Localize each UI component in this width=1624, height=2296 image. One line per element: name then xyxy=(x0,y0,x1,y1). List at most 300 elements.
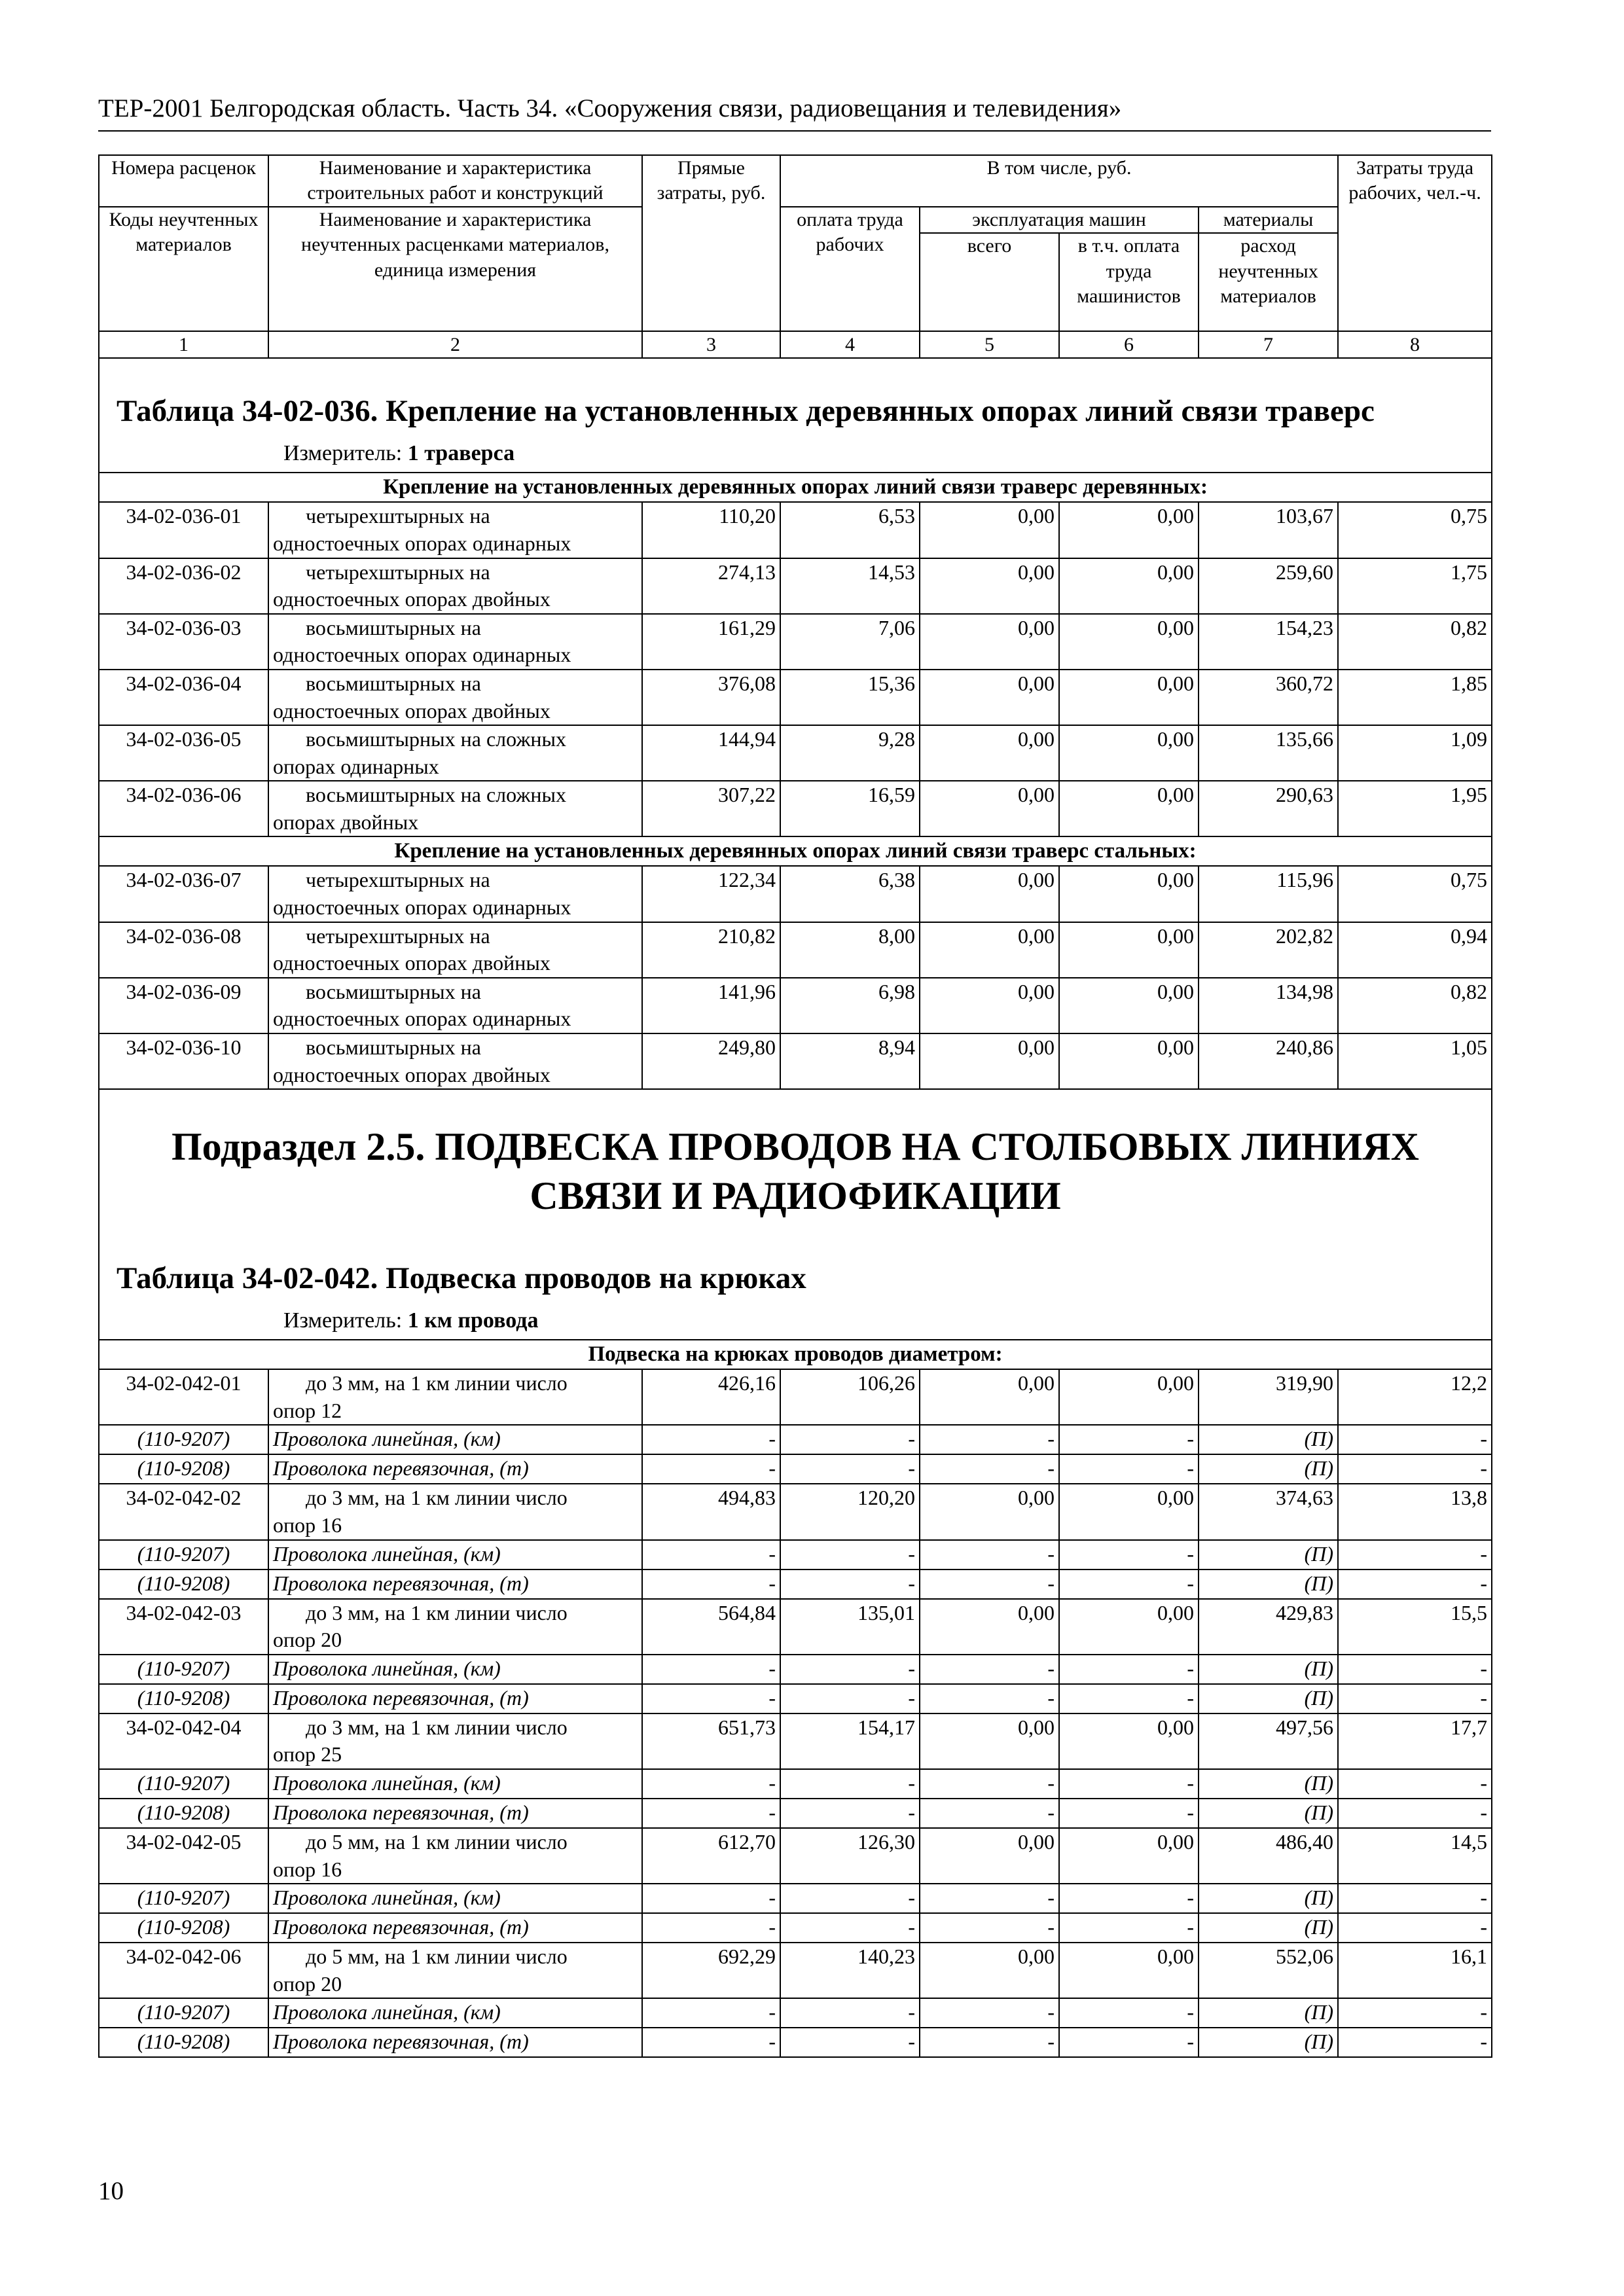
value-cell: - xyxy=(1338,1998,1492,2028)
header-col4: оплата труда рабочих xyxy=(780,207,920,331)
column-number: 7 xyxy=(1199,331,1338,358)
header-col1-top: Номера расценок xyxy=(99,155,268,207)
material-name: Проволока линейная, (км) xyxy=(268,1540,642,1570)
value-cell: - xyxy=(920,1684,1059,1713)
material-code: (110-9208) xyxy=(99,1799,268,1828)
work-description xyxy=(268,502,642,558)
value-cell: 1,05 xyxy=(1338,1033,1492,1089)
material-code: (110-9207) xyxy=(99,1425,268,1454)
value-cell: - xyxy=(780,1425,920,1454)
value-cell: 9,28 xyxy=(780,725,920,781)
table-row xyxy=(99,558,1492,614)
description-line: одностоечных опорах двойных xyxy=(273,587,550,611)
value-cell: 17,7 xyxy=(1338,1713,1492,1769)
value-cell: - xyxy=(780,1913,920,1943)
value-cell: 0,00 xyxy=(920,1484,1059,1539)
description-line: одностоечных опорах двойных xyxy=(273,698,550,723)
value-cell: 0,00 xyxy=(920,1943,1059,1998)
rate-code: 34-02-036-10 xyxy=(99,1033,268,1089)
table-row xyxy=(99,1484,1492,1539)
description-line: до 3 мм, на 1 км линии число xyxy=(306,1486,568,1510)
description-line: до 3 мм, на 1 км линии число xyxy=(306,1715,568,1739)
value-cell: 154,17 xyxy=(780,1713,920,1769)
value-cell: - xyxy=(780,1540,920,1570)
material-code: (110-9207) xyxy=(99,1655,268,1684)
material-row xyxy=(99,1454,1492,1484)
measure-label: Измеритель: xyxy=(283,1308,403,1333)
material-code: (110-9208) xyxy=(99,1454,268,1484)
value-cell: - xyxy=(642,1655,780,1684)
material-unit: (П) xyxy=(1199,1540,1338,1570)
value-cell: 106,26 xyxy=(780,1369,920,1425)
description-line: восьмиштырных на сложных xyxy=(306,727,567,751)
header-materials: материалы xyxy=(1199,207,1338,233)
description-line: одностоечных опорах двойных xyxy=(273,1062,550,1086)
value-cell: - xyxy=(1338,1570,1492,1599)
description-line: одностоечных опорах одинарных xyxy=(273,895,571,919)
value-cell: 0,00 xyxy=(920,670,1059,725)
material-unit: (П) xyxy=(1199,1570,1338,1599)
rate-code: 34-02-042-06 xyxy=(99,1943,268,1998)
value-cell: 0,00 xyxy=(920,502,1059,558)
table1-group2-row xyxy=(99,836,1492,866)
value-cell: - xyxy=(1059,1913,1199,1943)
rate-code: 34-02-042-02 xyxy=(99,1484,268,1539)
value-cell: 651,73 xyxy=(642,1713,780,1769)
description-line: опор 16 xyxy=(273,1857,342,1881)
value-cell: 110,20 xyxy=(642,502,780,558)
value-cell: - xyxy=(780,1655,920,1684)
value-cell: - xyxy=(920,1884,1059,1913)
value-cell: - xyxy=(642,1425,780,1454)
header-col2-top: Наименование и характеристика строительных работ и конструкций xyxy=(268,155,642,207)
value-cell: - xyxy=(780,1998,920,2028)
value-cell: - xyxy=(920,1799,1059,1828)
value-cell: - xyxy=(1059,1540,1199,1570)
value-cell: - xyxy=(920,1540,1059,1570)
value-cell: - xyxy=(1338,1425,1492,1454)
value-cell: 0,94 xyxy=(1338,922,1492,978)
value-cell: - xyxy=(1059,1454,1199,1484)
value-cell: 0,00 xyxy=(1059,1828,1199,1884)
value-cell: 1,75 xyxy=(1338,558,1492,614)
value-cell: 0,00 xyxy=(920,1033,1059,1089)
subsection-line2: СВЯЗИ И РАДИОФИКАЦИИ xyxy=(530,1174,1061,1218)
subsection-row xyxy=(99,1089,1492,1340)
work-description xyxy=(268,922,642,978)
value-cell: 210,82 xyxy=(642,922,780,978)
value-cell: 0,00 xyxy=(920,1599,1059,1655)
rate-code: 34-02-036-03 xyxy=(99,614,268,670)
material-row xyxy=(99,1540,1492,1570)
value-cell: 0,00 xyxy=(920,1369,1059,1425)
material-unit: (П) xyxy=(1199,2028,1338,2057)
value-cell: - xyxy=(642,1913,780,1943)
value-cell: 202,82 xyxy=(1199,922,1338,978)
value-cell: - xyxy=(1059,1684,1199,1713)
table1-measure xyxy=(103,431,1487,472)
table-row xyxy=(99,725,1492,781)
value-cell: 161,29 xyxy=(642,614,780,670)
value-cell: - xyxy=(642,1884,780,1913)
running-header: ТЕР-2001 Белгородская область. Часть 34. «Сооружения связи, радиовещания и телевидения» xyxy=(98,94,1122,122)
description-line: восьмиштырных на сложных xyxy=(306,783,567,807)
value-cell: 8,94 xyxy=(780,1033,920,1089)
header-col8: Затраты труда рабочих, чел.-ч. xyxy=(1338,155,1492,331)
value-cell: - xyxy=(1338,1684,1492,1713)
table1-group1-row xyxy=(99,473,1492,502)
value-cell: 6,53 xyxy=(780,502,920,558)
value-cell: 290,63 xyxy=(1199,781,1338,836)
table-row xyxy=(99,1943,1492,1998)
table1-title-row xyxy=(99,358,1492,473)
material-row xyxy=(99,2028,1492,2057)
header-col7: расход неучтенных материалов xyxy=(1199,233,1338,331)
description-line: восьмиштырных на xyxy=(306,671,481,695)
rate-code: 34-02-042-01 xyxy=(99,1369,268,1425)
rate-code: 34-02-036-02 xyxy=(99,558,268,614)
value-cell: - xyxy=(642,1540,780,1570)
value-cell: 103,67 xyxy=(1199,502,1338,558)
work-description xyxy=(268,978,642,1033)
value-cell: - xyxy=(642,1799,780,1828)
material-row xyxy=(99,1425,1492,1454)
value-cell: 15,36 xyxy=(780,670,920,725)
rate-code: 34-02-036-01 xyxy=(99,502,268,558)
value-cell: 0,00 xyxy=(920,1713,1059,1769)
value-cell: - xyxy=(920,1655,1059,1684)
value-cell: - xyxy=(1338,2028,1492,2057)
table-row xyxy=(99,614,1492,670)
value-cell: - xyxy=(780,1570,920,1599)
material-name: Проволока перевязочная, (т) xyxy=(268,1684,642,1713)
material-name: Проволока перевязочная, (т) xyxy=(268,1913,642,1943)
material-unit: (П) xyxy=(1199,1884,1338,1913)
value-cell: - xyxy=(1059,1998,1199,2028)
value-cell: 144,94 xyxy=(642,725,780,781)
value-cell: 6,38 xyxy=(780,866,920,922)
value-cell: 249,80 xyxy=(642,1033,780,1089)
description-line: до 5 мм, на 1 км линии число xyxy=(306,1830,568,1854)
value-cell: 1,85 xyxy=(1338,670,1492,725)
group-heading: Крепление на установленных деревянных опорах линий связи траверс стальных: xyxy=(99,836,1492,866)
work-description xyxy=(268,670,642,725)
material-code: (110-9208) xyxy=(99,1570,268,1599)
subsection-cell xyxy=(99,1089,1492,1340)
value-cell: 0,00 xyxy=(1059,1713,1199,1769)
value-cell: 140,23 xyxy=(780,1943,920,1998)
value-cell: - xyxy=(1338,1769,1492,1799)
value-cell: 126,30 xyxy=(780,1828,920,1884)
header-col5: всего xyxy=(920,233,1059,331)
value-cell: - xyxy=(1338,1454,1492,1484)
value-cell: 154,23 xyxy=(1199,614,1338,670)
material-code: (110-9207) xyxy=(99,1540,268,1570)
value-cell: 259,60 xyxy=(1199,558,1338,614)
value-cell: - xyxy=(1059,1425,1199,1454)
material-unit: (П) xyxy=(1199,1913,1338,1943)
value-cell: 16,1 xyxy=(1338,1943,1492,1998)
rate-code: 34-02-036-06 xyxy=(99,781,268,836)
rate-code: 34-02-036-04 xyxy=(99,670,268,725)
value-cell: 0,00 xyxy=(920,1828,1059,1884)
material-unit: (П) xyxy=(1199,1425,1338,1454)
header-rule xyxy=(98,130,1491,132)
value-cell: 134,98 xyxy=(1199,978,1338,1033)
value-cell: 376,08 xyxy=(642,670,780,725)
description-line: восьмиштырных на xyxy=(306,1035,481,1059)
description-line: четырехштырных на xyxy=(306,560,490,584)
value-cell: - xyxy=(1338,1540,1492,1570)
value-cell: - xyxy=(1059,1799,1199,1828)
value-cell: 612,70 xyxy=(642,1828,780,1884)
material-name: Проволока линейная, (км) xyxy=(268,1998,642,2028)
value-cell: 122,34 xyxy=(642,866,780,922)
value-cell: - xyxy=(780,1884,920,1913)
column-number: 5 xyxy=(920,331,1059,358)
table1-title: Таблица 34-02-036. Крепление на установленных деревянных опорах линий связи траверс xyxy=(117,394,1375,429)
value-cell: 0,00 xyxy=(1059,558,1199,614)
header-col1-bottom: Коды неучтенных материалов xyxy=(99,207,268,331)
material-name: Проволока линейная, (км) xyxy=(268,1425,642,1454)
value-cell: - xyxy=(780,1769,920,1799)
value-cell: 360,72 xyxy=(1199,670,1338,725)
group-heading: Подвеска на крюках проводов диаметром: xyxy=(99,1340,1492,1369)
column-number: 1 xyxy=(99,331,268,358)
material-row xyxy=(99,1655,1492,1684)
subsection-line1: Подраздел 2.5. ПОДВЕСКА ПРОВОДОВ НА СТОЛБОВЫХ ЛИНИЯХ xyxy=(171,1125,1420,1169)
value-cell: - xyxy=(780,1684,920,1713)
material-row xyxy=(99,1570,1492,1599)
material-unit: (П) xyxy=(1199,1454,1338,1484)
description-line: одностоечных опорах одинарных xyxy=(273,1007,571,1031)
value-cell: 7,06 xyxy=(780,614,920,670)
table-row xyxy=(99,978,1492,1033)
work-description xyxy=(268,614,642,670)
description-line: опорах одинарных xyxy=(273,754,439,778)
material-row xyxy=(99,1684,1492,1713)
table1-title-cell xyxy=(99,358,1492,473)
value-cell: 15,5 xyxy=(1338,1599,1492,1655)
material-row xyxy=(99,1769,1492,1799)
table-header-row-2 xyxy=(99,207,1492,233)
value-cell: - xyxy=(1059,1769,1199,1799)
header-col6: в т.ч. оплата труда машинистов xyxy=(1059,233,1199,331)
table-header-row-1 xyxy=(99,155,1492,207)
value-cell: - xyxy=(642,1684,780,1713)
material-unit: (П) xyxy=(1199,1655,1338,1684)
value-cell: 692,29 xyxy=(642,1943,780,1998)
material-unit: (П) xyxy=(1199,1769,1338,1799)
value-cell: 6,98 xyxy=(780,978,920,1033)
rate-code: 34-02-036-05 xyxy=(99,725,268,781)
description-line: одностоечных опорах двойных xyxy=(273,951,550,975)
material-unit: (П) xyxy=(1199,1998,1338,2028)
value-cell: - xyxy=(642,1769,780,1799)
value-cell: 0,00 xyxy=(1059,1484,1199,1539)
value-cell: 0,00 xyxy=(920,725,1059,781)
material-code: (110-9208) xyxy=(99,1913,268,1943)
table2-title: Таблица 34-02-042. Подвеска проводов на крюках xyxy=(117,1261,806,1296)
material-code: (110-9207) xyxy=(99,1769,268,1799)
value-cell: - xyxy=(1059,1655,1199,1684)
work-description xyxy=(268,1033,642,1089)
work-description xyxy=(268,781,642,836)
value-cell: 141,96 xyxy=(642,978,780,1033)
value-cell: 0,00 xyxy=(1059,1033,1199,1089)
material-name: Проволока перевязочная, (т) xyxy=(268,1799,642,1828)
table2-group1-row xyxy=(99,1340,1492,1369)
value-cell: 0,00 xyxy=(1059,781,1199,836)
description-line: до 5 мм, на 1 км линии число xyxy=(306,1945,568,1969)
header-machines: эксплуатация машин xyxy=(920,207,1199,233)
rate-code: 34-02-042-04 xyxy=(99,1713,268,1769)
value-cell: - xyxy=(780,1454,920,1484)
table2-measure xyxy=(103,1299,1487,1339)
value-cell: - xyxy=(642,2028,780,2057)
value-cell: 0,00 xyxy=(1059,1599,1199,1655)
work-description xyxy=(268,725,642,781)
description-line: четырехштырных на xyxy=(306,924,490,948)
material-unit: (П) xyxy=(1199,1684,1338,1713)
description-line: опорах двойных xyxy=(273,810,419,834)
rate-code: 34-02-036-07 xyxy=(99,866,268,922)
value-cell: - xyxy=(1059,2028,1199,2057)
value-cell: 14,5 xyxy=(1338,1828,1492,1884)
material-name: Проволока перевязочная, (т) xyxy=(268,1570,642,1599)
table-row xyxy=(99,866,1492,922)
table-row xyxy=(99,922,1492,978)
value-cell: - xyxy=(920,1998,1059,2028)
measure-value: 1 км провода xyxy=(407,1308,539,1333)
value-cell: 240,86 xyxy=(1199,1033,1338,1089)
measure-label: Измеритель: xyxy=(283,441,403,466)
value-cell: 0,75 xyxy=(1338,502,1492,558)
value-cell: 135,01 xyxy=(780,1599,920,1655)
value-cell: - xyxy=(642,1998,780,2028)
value-cell: 0,00 xyxy=(1059,1943,1199,1998)
value-cell: 0,00 xyxy=(920,978,1059,1033)
value-cell: 486,40 xyxy=(1199,1828,1338,1884)
material-unit: (П) xyxy=(1199,1799,1338,1828)
work-description xyxy=(268,1599,642,1655)
value-cell: 0,00 xyxy=(1059,978,1199,1033)
material-name: Проволока перевязочная, (т) xyxy=(268,2028,642,2057)
value-cell: - xyxy=(920,1913,1059,1943)
value-cell: - xyxy=(1338,1655,1492,1684)
table-row xyxy=(99,1369,1492,1425)
value-cell: 0,00 xyxy=(920,866,1059,922)
value-cell: - xyxy=(1338,1884,1492,1913)
material-row xyxy=(99,1998,1492,2028)
column-number: 6 xyxy=(1059,331,1199,358)
value-cell: - xyxy=(1338,1913,1492,1943)
value-cell: 0,00 xyxy=(1059,670,1199,725)
value-cell: 8,00 xyxy=(780,922,920,978)
work-description xyxy=(268,1828,642,1884)
work-description xyxy=(268,1484,642,1539)
value-cell: - xyxy=(920,1425,1059,1454)
value-cell: 0,00 xyxy=(920,781,1059,836)
column-number: 4 xyxy=(780,331,920,358)
value-cell: 0,00 xyxy=(920,558,1059,614)
material-row xyxy=(99,1913,1492,1943)
material-row xyxy=(99,1884,1492,1913)
value-cell: - xyxy=(1059,1570,1199,1599)
value-cell: 115,96 xyxy=(1199,866,1338,922)
table-row xyxy=(99,1599,1492,1655)
table-row xyxy=(99,781,1492,836)
description-line: восьмиштырных на xyxy=(306,979,481,1003)
description-line: четырехштырных на xyxy=(306,504,490,528)
description-line: опор 16 xyxy=(273,1513,342,1537)
material-name: Проволока линейная, (км) xyxy=(268,1655,642,1684)
value-cell: 494,83 xyxy=(642,1484,780,1539)
value-cell: 0,82 xyxy=(1338,614,1492,670)
header-col2-bottom: Наименование и характеристика неучтенных расценками материалов, единица измерения xyxy=(268,207,642,331)
value-cell: 0,00 xyxy=(1059,614,1199,670)
rate-code: 34-02-036-08 xyxy=(99,922,268,978)
description-line: опор 12 xyxy=(273,1398,342,1422)
description-line: опор 20 xyxy=(273,1971,342,1996)
value-cell: 0,00 xyxy=(920,922,1059,978)
value-cell: - xyxy=(920,1570,1059,1599)
work-description xyxy=(268,558,642,614)
description-line: опор 25 xyxy=(273,1742,342,1767)
value-cell: 120,20 xyxy=(780,1484,920,1539)
value-cell: 0,00 xyxy=(1059,866,1199,922)
description-line: четырехштырных на xyxy=(306,868,490,892)
material-name: Проволока линейная, (км) xyxy=(268,1884,642,1913)
subsection-heading xyxy=(103,1090,1487,1221)
value-cell: 135,66 xyxy=(1199,725,1338,781)
group-heading: Крепление на установленных деревянных опорах линий связи траверс деревянных: xyxy=(99,473,1492,502)
work-description xyxy=(268,1713,642,1769)
value-cell: - xyxy=(780,1799,920,1828)
table-row xyxy=(99,1828,1492,1884)
column-numbers-row xyxy=(99,331,1492,358)
value-cell: - xyxy=(1059,1884,1199,1913)
value-cell: 1,95 xyxy=(1338,781,1492,836)
value-cell: - xyxy=(920,2028,1059,2057)
description-line: до 3 мм, на 1 км линии число xyxy=(306,1600,568,1624)
value-cell: 16,59 xyxy=(780,781,920,836)
table-row xyxy=(99,670,1492,725)
material-code: (110-9207) xyxy=(99,1884,268,1913)
material-name: Проволока перевязочная, (т) xyxy=(268,1454,642,1484)
material-code: (110-9208) xyxy=(99,2028,268,2057)
value-cell: 0,00 xyxy=(920,614,1059,670)
value-cell: 14,53 xyxy=(780,558,920,614)
price-table xyxy=(98,154,1492,2058)
value-cell: - xyxy=(642,1454,780,1484)
material-code: (110-9208) xyxy=(99,1684,268,1713)
work-description xyxy=(268,1943,642,1998)
value-cell: 319,90 xyxy=(1199,1369,1338,1425)
column-number: 3 xyxy=(642,331,780,358)
value-cell: 426,16 xyxy=(642,1369,780,1425)
description-line: восьмиштырных на xyxy=(306,615,481,639)
value-cell: 0,00 xyxy=(1059,922,1199,978)
table-row xyxy=(99,1033,1492,1089)
value-cell: 0,00 xyxy=(1059,502,1199,558)
work-description xyxy=(268,866,642,922)
value-cell: 274,13 xyxy=(642,558,780,614)
header-incl: В том числе, руб. xyxy=(780,155,1338,207)
description-line: до 3 мм, на 1 км линии число xyxy=(306,1371,568,1395)
measure-value: 1 траверса xyxy=(407,441,515,466)
value-cell: 0,00 xyxy=(1059,1369,1199,1425)
